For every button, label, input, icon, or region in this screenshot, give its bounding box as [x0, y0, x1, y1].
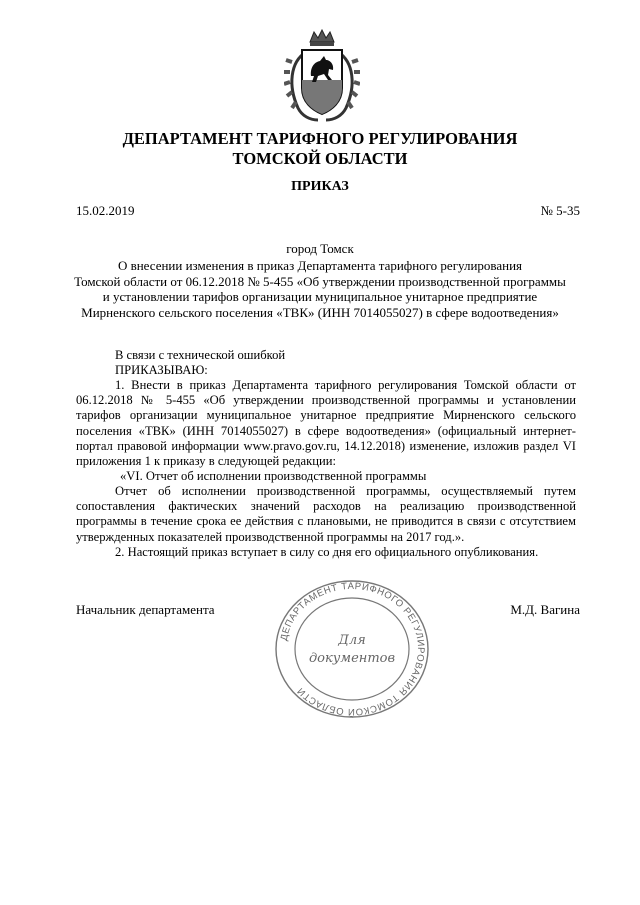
item-1-paragraph: 1. Внести в приказ Департамента тарифного регулирования Томской области от 06.12.2018 № 5-455 «Об утверждении производственной программы и установлении тарифов организации муниципальное унитарное предприятие Мирненского сельского поселения «ТВК» (ИНН 7014055027) в сфере водоотведения» (официальный интернет-портал правовой информации www.pravo.gov.ru, 14.12.2018) изменение, изложив раздел VI приложения 1 к приказу в следующей редакции:	[76, 378, 576, 469]
subject-line: Мирненского сельского поселения «ТВК» (ИНН 7014055027) в сфере водоотведения»	[81, 304, 559, 320]
order-word: ПРИКАЗЫВАЮ:	[115, 363, 208, 377]
stamp-ring-text: ДЕПАРТАМЕНТ ТАРИФНОГО РЕГУЛИРОВАНИЯ ТОМСКОЙ ОБЛАСТИ	[278, 580, 427, 718]
item-2-paragraph: 2. Настоящий приказ вступает в силу со дня его официального опубликования.	[115, 545, 539, 559]
document-type: ПРИКАЗ	[291, 179, 349, 194]
department-name-line2: ТОМСКОЙ ОБЛАСТИ	[232, 149, 408, 168]
order-number: № 5-35	[540, 203, 580, 218]
tomsk-coat-of-arms-icon	[284, 28, 360, 122]
official-stamp	[272, 578, 432, 720]
subject-line: О внесении изменения в приказ Департамента тарифного регулирования	[117, 258, 523, 273]
reason-text: В связи с технической ошибкой	[115, 348, 286, 362]
order-date: 15.02.2019	[76, 203, 135, 218]
subject-block	[60, 258, 580, 320]
signatory-position: Начальник департамента	[76, 602, 215, 617]
subject-line: и установлении тарифов организации муниципальное унитарное предприятие	[102, 289, 538, 304]
section-title: «VI. Отчет об исполнении производственной программы	[120, 469, 427, 483]
department-name-line1: ДЕПАРТАМЕНТ ТАРИФНОГО РЕГУЛИРОВАНИЯ	[122, 129, 518, 148]
city: город Томск	[286, 241, 354, 256]
stamp-center-line1: Для	[338, 633, 366, 648]
stamp-center-line2: документов	[308, 651, 396, 666]
signatory-name: М.Д. Вагина	[510, 602, 580, 617]
subject-line: Томской области от 06.12.2018 № 5-455 «Об утверждении производственной программы	[74, 273, 566, 289]
svg-text:ДЕПАРТАМЕНТ ТАРИФНОГО РЕГУЛИРО	[279, 581, 426, 718]
section-paragraph: Отчет об исполнении производственной программы, осуществляемый путем сопоставления фактических значений расходов на реализацию производственной программы в течение срока ее действия с плановыми, не приводится в связи с отсутствием утвержденных показателей производственной программы на 2017 год.».	[76, 484, 576, 544]
